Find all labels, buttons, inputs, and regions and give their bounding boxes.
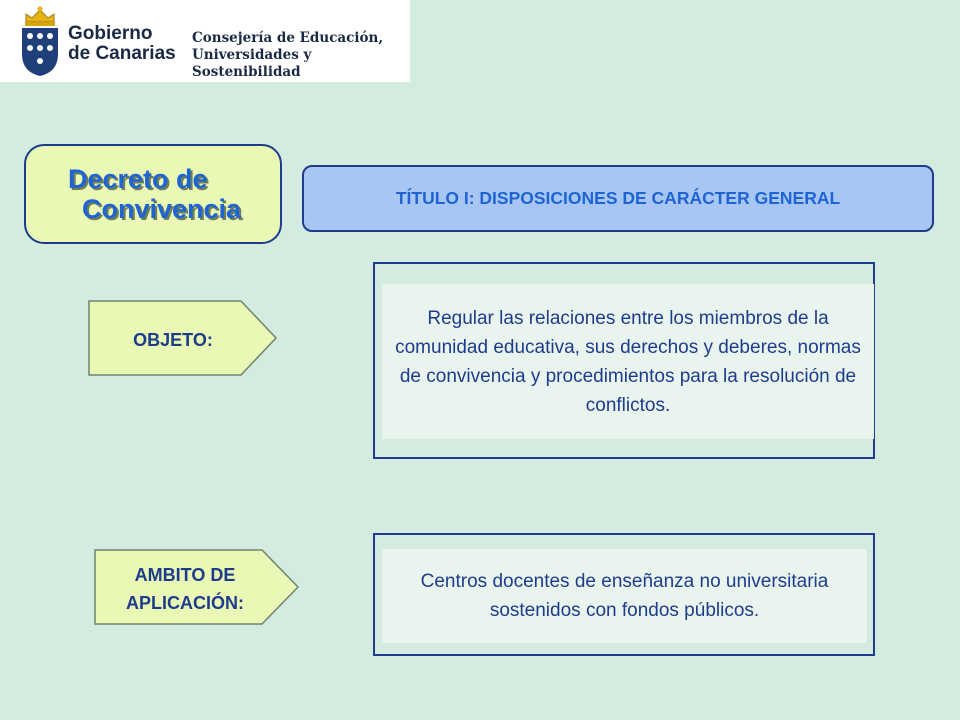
ambito-label-line1: AMBITO DE xyxy=(134,565,236,585)
ambito-arrow-label xyxy=(94,549,300,625)
objeto-label: OBJETO: xyxy=(133,330,213,350)
objeto-content-box xyxy=(373,262,875,459)
government-name-line2: de Canarias xyxy=(68,43,176,64)
objeto-description: Regular las relaciones entre los miembros de la comunidad educativa, sus derechos y deberes, normas de convivencia y procedimientos para la resolución de conflictos. xyxy=(395,307,861,416)
government-logo-header xyxy=(0,0,410,82)
government-name-line1: Gobierno xyxy=(68,23,153,44)
canarias-crest-icon xyxy=(18,6,62,78)
objeto-arrow-label xyxy=(88,300,278,376)
titulo-heading-box xyxy=(302,165,934,232)
government-name xyxy=(68,24,176,64)
department-line2: Universidades y Sostenibilidad xyxy=(192,47,312,80)
ambito-label-line2: APLICACIÓN: xyxy=(126,593,244,613)
ambito-description-panel xyxy=(382,549,867,643)
decreto-title-line2: Convivencia xyxy=(82,194,242,224)
objeto-description-panel xyxy=(382,284,874,439)
titulo-heading: TÍTULO I: DISPOSICIONES DE CARÁCTER GENERAL xyxy=(395,188,841,208)
ambito-description: Centros docentes de enseñanza no universitaria sostenidos con fondos públicos. xyxy=(420,571,829,621)
decreto-title xyxy=(68,164,241,224)
ambito-content-box xyxy=(373,533,875,656)
decreto-title-box xyxy=(24,144,282,244)
department-name xyxy=(192,30,410,81)
decreto-title-line1: Decreto de xyxy=(68,164,208,194)
department-line1: Consejería de Educación, xyxy=(192,30,384,46)
